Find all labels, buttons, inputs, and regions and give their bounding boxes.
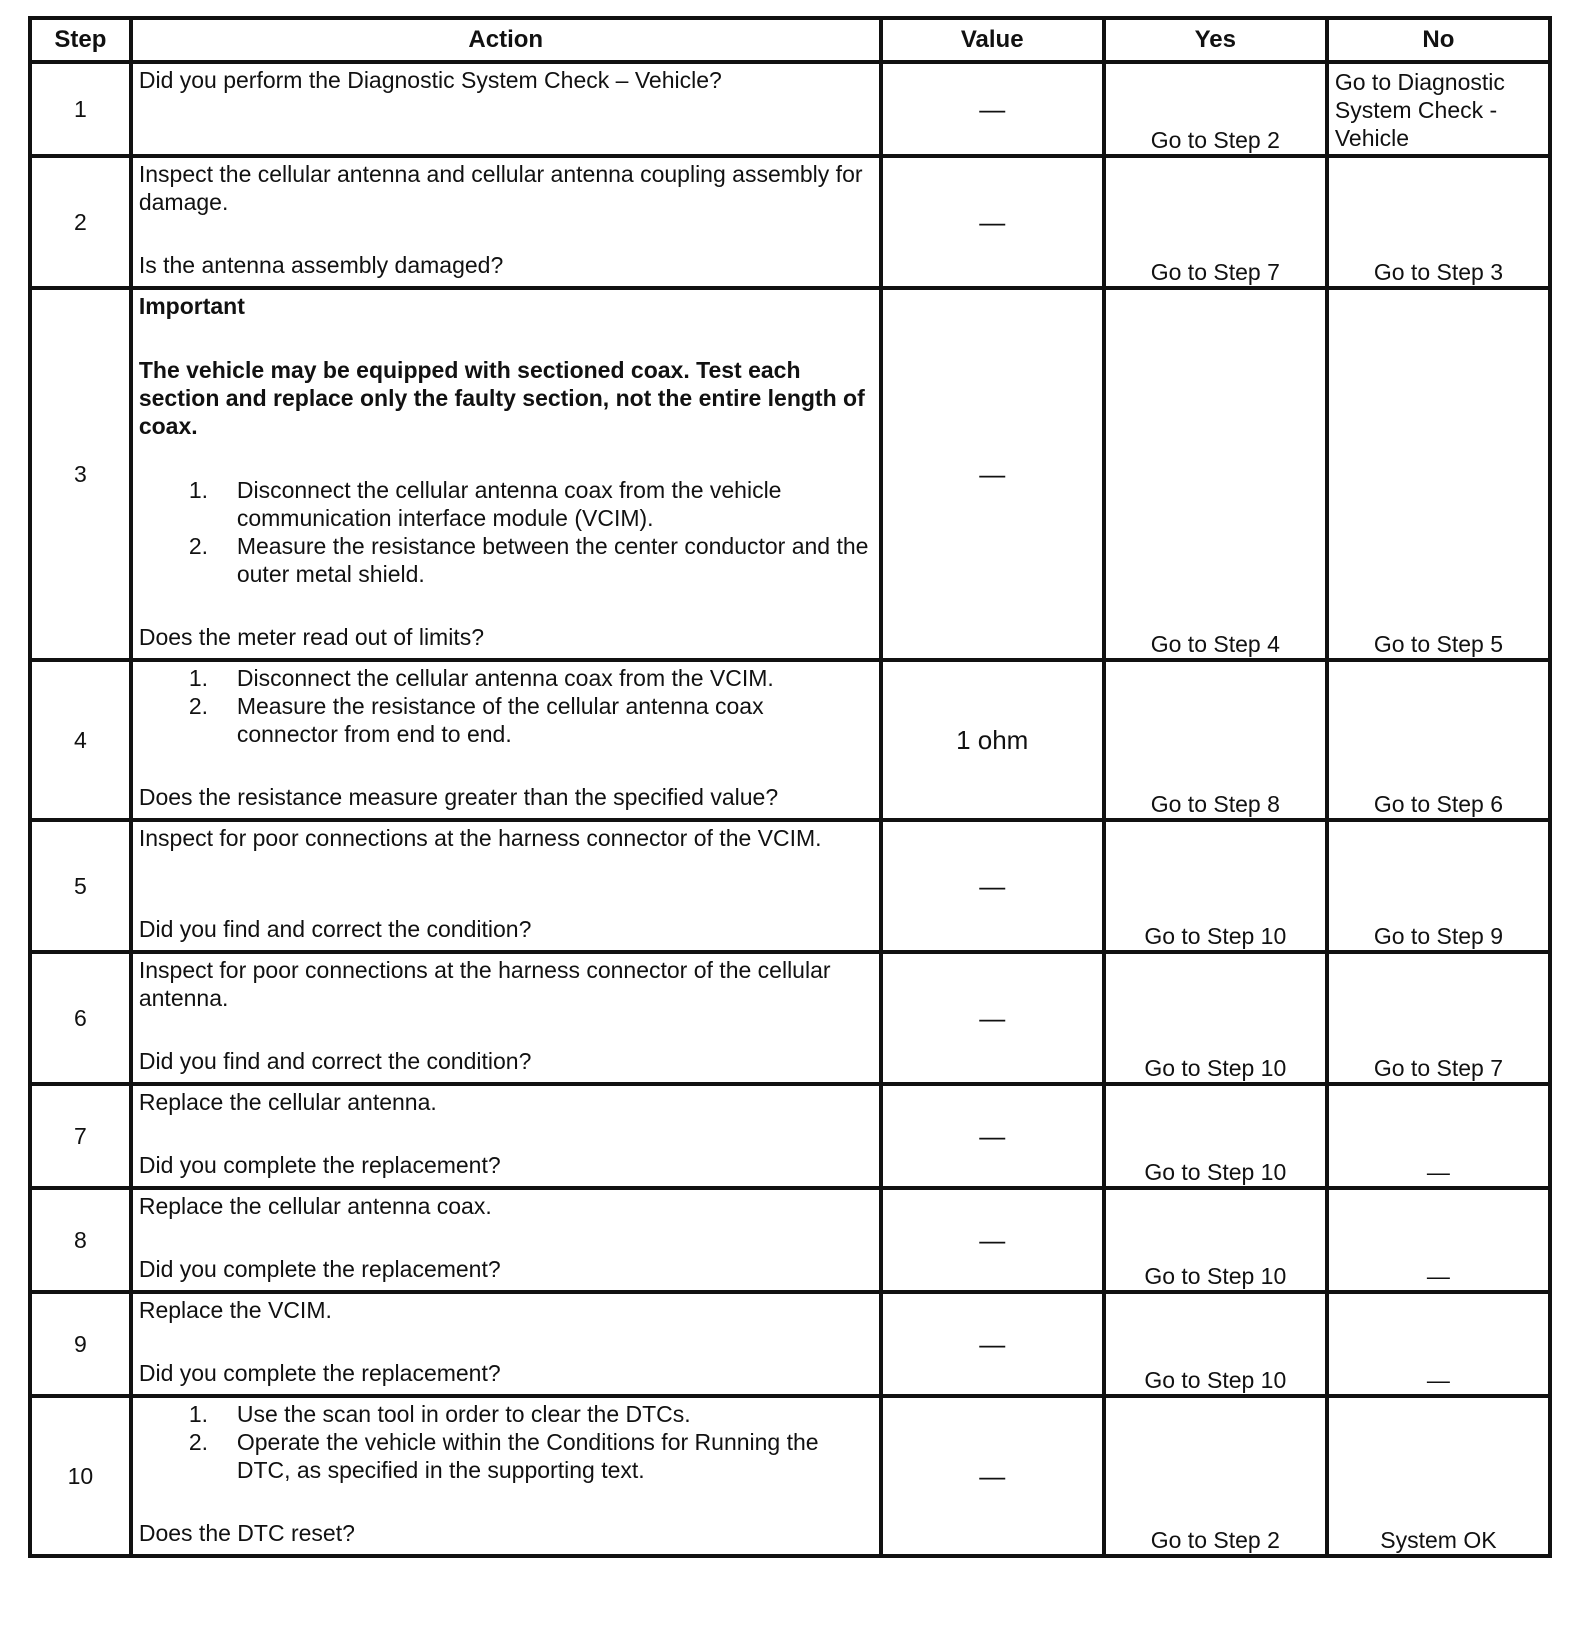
action-question: Does the DTC reset? bbox=[138, 1520, 355, 1546]
action-question: Does the resistance measure greater than the specified value? bbox=[138, 784, 779, 810]
action-cell bbox=[131, 156, 881, 288]
yes-cell: Go to Step 4 bbox=[1104, 288, 1327, 660]
no-cell: Go to Diagnostic System Check - Vehicle bbox=[1327, 62, 1550, 156]
no-cell: Go to Step 6 bbox=[1327, 660, 1550, 820]
action-question: Did you find and correct the condition? bbox=[138, 916, 532, 942]
header-no: No bbox=[1327, 18, 1550, 62]
no-cell: System OK bbox=[1327, 1396, 1550, 1556]
no-cell: Go to Step 9 bbox=[1327, 820, 1550, 952]
no-cell: — bbox=[1327, 1084, 1550, 1188]
action-steps bbox=[139, 664, 871, 748]
value-cell: — bbox=[881, 1188, 1104, 1292]
action-question: Is the antenna assembly damaged? bbox=[138, 252, 504, 278]
action-cell bbox=[131, 1292, 881, 1396]
step-number: 9 bbox=[30, 1292, 131, 1396]
action-text: Replace the VCIM. bbox=[138, 1297, 332, 1323]
action-cell bbox=[131, 288, 881, 660]
action-cell bbox=[131, 1396, 881, 1556]
action-text: Inspect the cellular antenna and cellular antenna coupling assembly for damage. bbox=[138, 161, 863, 215]
action-text: Replace the cellular antenna. bbox=[138, 1089, 437, 1115]
action-cell bbox=[131, 1188, 881, 1292]
step-number: 4 bbox=[30, 660, 131, 820]
value-cell: — bbox=[881, 820, 1104, 952]
no-cell: — bbox=[1327, 1188, 1550, 1292]
value-cell: — bbox=[881, 1396, 1104, 1556]
value-cell: 1 ohm bbox=[881, 660, 1104, 820]
no-cell: Go to Step 7 bbox=[1327, 952, 1550, 1084]
table-row bbox=[30, 62, 1550, 156]
diagnostic-table bbox=[28, 16, 1552, 1558]
list-item: 2. Measure the resistance between the center conductor and the outer metal shield. bbox=[188, 533, 869, 587]
value-cell: — bbox=[881, 288, 1104, 660]
table-row bbox=[30, 1084, 1550, 1188]
action-cell bbox=[131, 62, 881, 156]
action-text: Replace the cellular antenna coax. bbox=[138, 1193, 492, 1219]
header-yes: Yes bbox=[1104, 18, 1327, 62]
header-row bbox=[30, 18, 1550, 62]
no-cell: — bbox=[1327, 1292, 1550, 1396]
step-number: 7 bbox=[30, 1084, 131, 1188]
no-cell: Go to Step 5 bbox=[1327, 288, 1550, 660]
header-action: Action bbox=[131, 18, 881, 62]
yes-cell: Go to Step 8 bbox=[1104, 660, 1327, 820]
action-text: Did you perform the Diagnostic System Check – Vehicle? bbox=[138, 67, 722, 93]
table-row bbox=[30, 660, 1550, 820]
step-number: 6 bbox=[30, 952, 131, 1084]
yes-cell: Go to Step 2 bbox=[1104, 1396, 1327, 1556]
value-cell: — bbox=[881, 62, 1104, 156]
table-row bbox=[30, 1396, 1550, 1556]
action-steps bbox=[139, 1400, 871, 1484]
yes-cell: Go to Step 10 bbox=[1104, 820, 1327, 952]
step-number: 5 bbox=[30, 820, 131, 952]
action-cell bbox=[131, 660, 881, 820]
step-number: 8 bbox=[30, 1188, 131, 1292]
no-cell: Go to Step 3 bbox=[1327, 156, 1550, 288]
list-item: 1. Use the scan tool in order to clear the DTCs. bbox=[188, 1401, 691, 1427]
yes-cell: Go to Step 7 bbox=[1104, 156, 1327, 288]
action-cell bbox=[131, 820, 881, 952]
important-title: Important bbox=[138, 293, 245, 319]
list-item: 1. Disconnect the cellular antenna coax from the vehicle communication interface module (VCIM). bbox=[188, 477, 782, 531]
yes-cell: Go to Step 10 bbox=[1104, 952, 1327, 1084]
table-row bbox=[30, 288, 1550, 660]
yes-cell: Go to Step 2 bbox=[1104, 62, 1327, 156]
table-row bbox=[30, 1292, 1550, 1396]
action-cell bbox=[131, 952, 881, 1084]
action-question: Did you complete the replacement? bbox=[138, 1256, 501, 1282]
step-number: 10 bbox=[30, 1396, 131, 1556]
list-item: 2. Operate the vehicle within the Conditions for Running the DTC, as specified in the supporting text. bbox=[188, 1429, 819, 1483]
action-steps bbox=[139, 476, 871, 588]
list-item: 2. Measure the resistance of the cellular antenna coax connector from end to end. bbox=[188, 693, 764, 747]
table-row bbox=[30, 156, 1550, 288]
header-step: Step bbox=[30, 18, 131, 62]
value-cell: — bbox=[881, 156, 1104, 288]
important-text: The vehicle may be equipped with sectioned coax. Test each section and replace only the faulty section, not the entire length of coax. bbox=[138, 357, 865, 439]
action-question: Does the meter read out of limits? bbox=[138, 624, 485, 650]
table-row bbox=[30, 1188, 1550, 1292]
table-row bbox=[30, 952, 1550, 1084]
action-question: Did you find and correct the condition? bbox=[138, 1048, 532, 1074]
header-value: Value bbox=[881, 18, 1104, 62]
action-text: Inspect for poor connections at the harness connector of the VCIM. bbox=[138, 825, 822, 851]
value-cell: — bbox=[881, 952, 1104, 1084]
list-item: 1. Disconnect the cellular antenna coax from the VCIM. bbox=[188, 665, 774, 691]
action-text: Inspect for poor connections at the harness connector of the cellular antenna. bbox=[138, 957, 831, 1011]
table-row bbox=[30, 820, 1550, 952]
yes-cell: Go to Step 10 bbox=[1104, 1188, 1327, 1292]
step-number: 1 bbox=[30, 62, 131, 156]
yes-cell: Go to Step 10 bbox=[1104, 1292, 1327, 1396]
yes-cell: Go to Step 10 bbox=[1104, 1084, 1327, 1188]
step-number: 2 bbox=[30, 156, 131, 288]
value-cell: — bbox=[881, 1292, 1104, 1396]
value-cell: — bbox=[881, 1084, 1104, 1188]
action-question: Did you complete the replacement? bbox=[138, 1152, 501, 1178]
step-number: 3 bbox=[30, 288, 131, 660]
action-cell bbox=[131, 1084, 881, 1188]
action-question: Did you complete the replacement? bbox=[138, 1360, 501, 1386]
